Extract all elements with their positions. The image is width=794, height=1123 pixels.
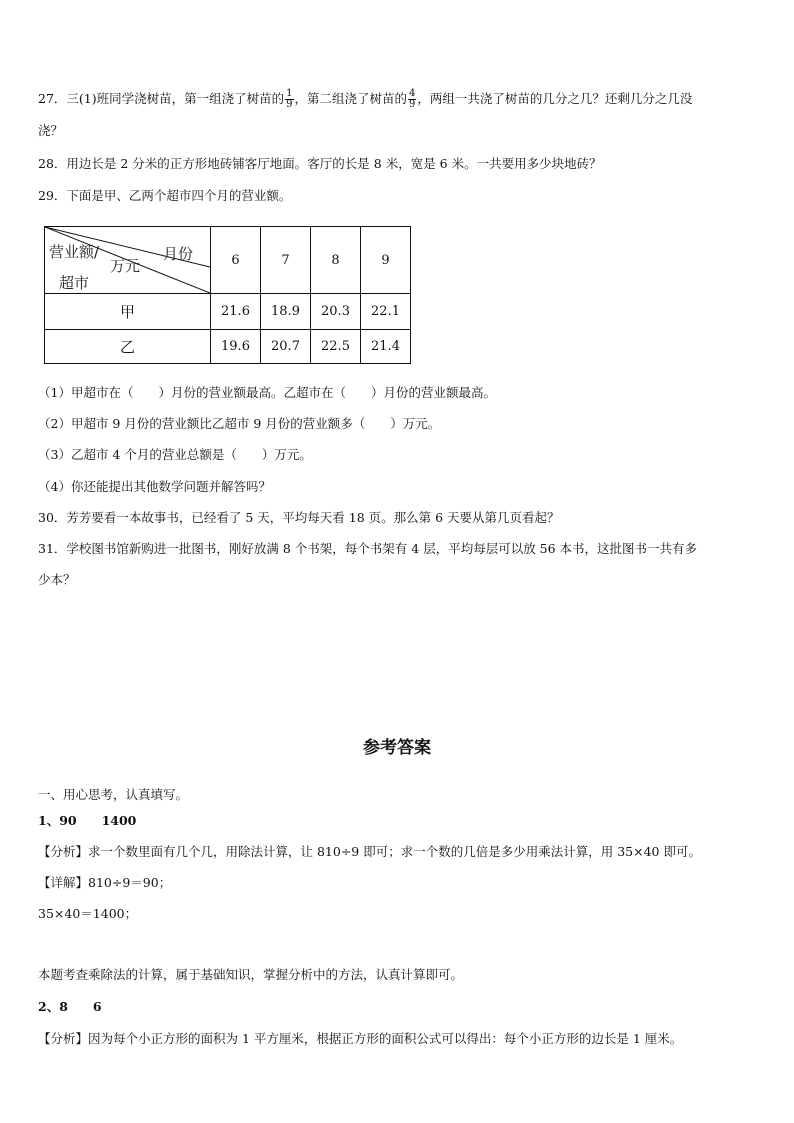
answer-1-detail: 【详解】810÷9＝90； — [38, 875, 172, 890]
question-28: 28．用边长是 2 分米的正方形地砖铺客厅地面。客厅的长是 8 米，宽是 6 米。一共要用多少块地砖？ — [38, 156, 602, 171]
table-cell: 20.7 — [261, 330, 311, 364]
sub-question-3: （3）乙超市 4 个月的营业总额是（ ）万元。 — [38, 447, 312, 462]
header-store-label: 超市 — [59, 274, 90, 292]
table-cell: 18.9 — [261, 294, 311, 330]
answer-1: 1、90 1400 — [38, 813, 137, 828]
sub-question-4: （4）你还能提出其他数学问题并解答吗？ — [38, 479, 271, 494]
month-header-7: 7 — [261, 227, 311, 294]
answers-title: 参考答案 — [363, 738, 431, 758]
table-cell: 22.1 — [361, 294, 411, 330]
question-31: 31．学校图书馆新购进一批图书，刚好放满 8 个书架，每个书架有 4 层，平均每层可以放 56 本书，这批图书一共有多 — [38, 541, 698, 556]
question-29: 29．下面是甲、乙两个超市四个月的营业额。 — [38, 188, 292, 203]
month-header-9: 9 — [361, 227, 411, 294]
sub-question-2: （2）甲超市 9 月份的营业额比乙超市 9 月份的营业额多（ ）万元。 — [38, 416, 441, 431]
question-30: 30．芳芳要看一本故事书，已经看了 5 天，平均每天看 18 页。那么第 6 天要从第几页看起？ — [38, 510, 560, 525]
fraction-one-ninth: $\frac{1}{9}$ — [286, 88, 293, 110]
header-revenue-label: 营业额/ — [49, 243, 100, 261]
month-header-6: 6 — [211, 227, 261, 294]
diagonal-header-cell — [45, 227, 211, 294]
table-cell: 22.5 — [311, 330, 361, 364]
header-month-label: 月份 — [163, 245, 194, 263]
answer-2: 2、8 6 — [38, 999, 102, 1014]
answer-1-detail-2: 35×40＝1400； — [38, 906, 138, 921]
section-1-heading: 一、用心思考，认真填写。 — [38, 787, 189, 802]
store-name-yi: 乙 — [45, 330, 211, 364]
table-cell: 21.6 — [211, 294, 261, 330]
question-27-cont: 浇？ — [38, 123, 64, 138]
table-row — [45, 330, 411, 364]
month-header-8: 8 — [311, 227, 361, 294]
table-cell: 19.6 — [211, 330, 261, 364]
table-cell: 20.3 — [311, 294, 361, 330]
store-name-jia: 甲 — [45, 294, 211, 330]
table-row — [45, 294, 411, 330]
q27-text-2: ，第二组浇了树苗的 — [294, 91, 408, 106]
answer-2-analysis: 【分析】因为每个小正方形的面积为 1 平方厘米，根据正方形的面积公式可以得出：每个小正方形的边长是 1 厘米。 — [38, 1031, 683, 1046]
q27-text-1: 27．三(1)班同学浇树苗，第一组浇了树苗的 — [38, 91, 285, 106]
table-cell: 21.4 — [361, 330, 411, 364]
fraction-four-ninths: $\frac{4}{9}$ — [409, 88, 416, 110]
q27-text-3: ，两组一共浇了树苗的几分之几？还剩几分之几没 — [417, 91, 693, 106]
answer-1-analysis: 【分析】求一个数里面有几个几，用除法计算，让 810÷9 即可；求一个数的几倍是多少用乘法计算，用 35×40 即可。 — [38, 844, 701, 859]
answer-1-note: 本题考查乘除法的计算，属于基础知识，掌握分析中的方法，认真计算即可。 — [38, 967, 464, 982]
sales-table — [44, 226, 411, 364]
sub-question-1: （1）甲超市在（ ）月份的营业额最高。乙超市在（ ）月份的营业额最高。 — [38, 385, 496, 400]
question-27 — [38, 89, 692, 110]
question-31-cont: 少本？ — [38, 572, 76, 587]
header-unit-label: 万元 — [110, 257, 141, 275]
